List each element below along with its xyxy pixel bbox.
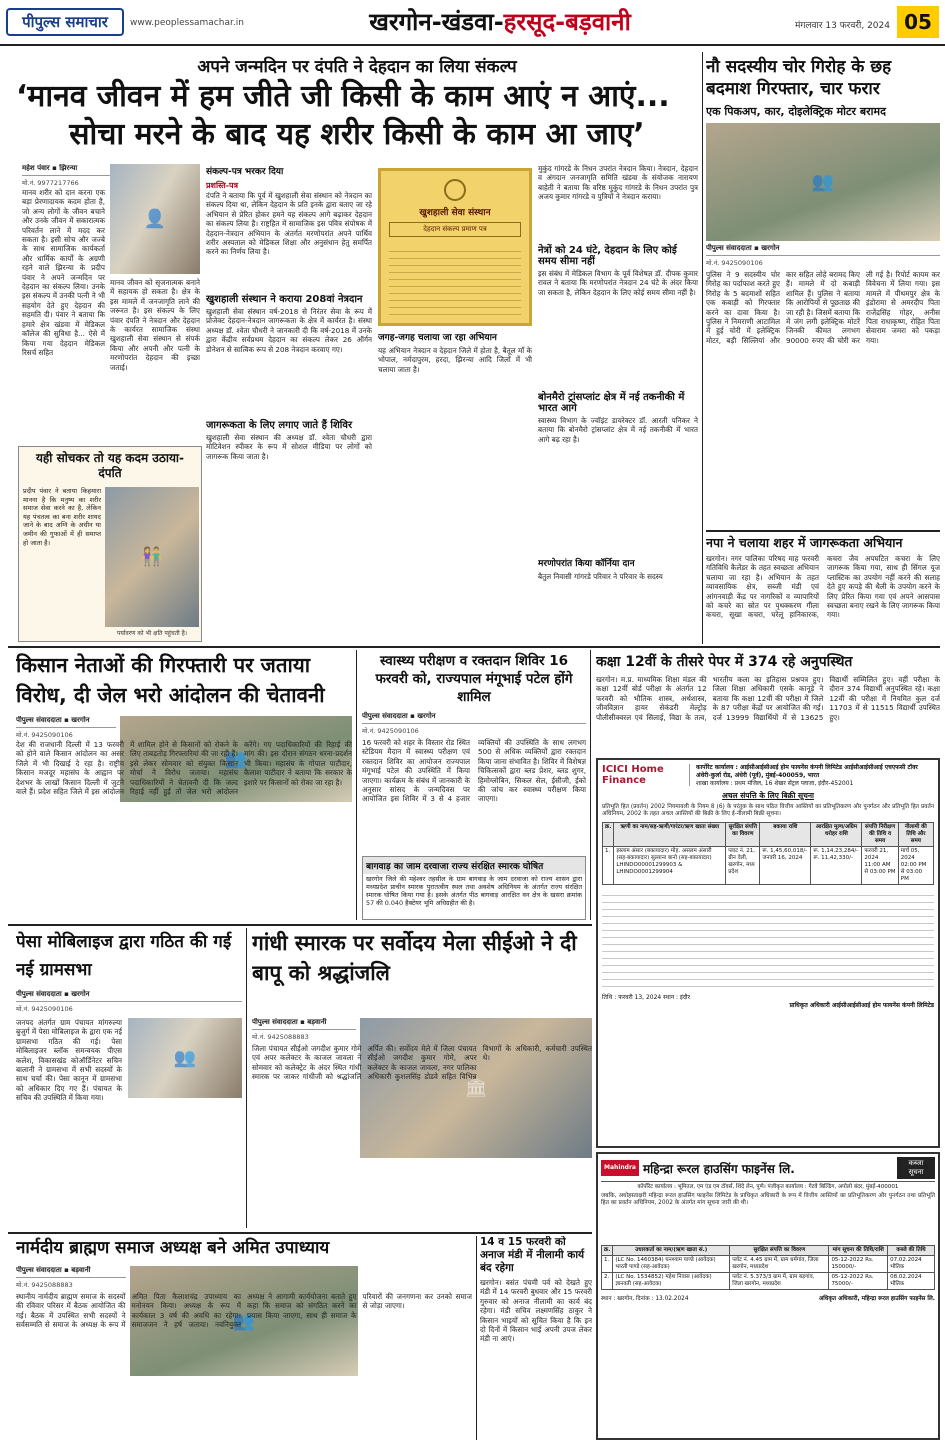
certificate-text-lines: [389, 245, 521, 315]
mahindra-intro: जबकि, अधोहस्ताक्षरी महिन्द्रा रूरल हाउसिंग फाइनेंस लिमिटेड के प्राधिकृत अधिकारी के रूप में वित्तीय आस्तियों का प्रतिभूतिकरण और पुनर्गठन तथा प्रतिभूति हित का प्रवर्तन अधिनियम, 2002 के अंतर्गत मांग सूचना जारी की थी।: [601, 1193, 935, 1207]
lead-body-col2: मानव जीवन को सृजनात्मक बनाने में सहायक हो सकता है। क्षेत्र के इस मामले में जनजागृति लाने की जरूरत है। इस संकल्प के लिए पंवार दंपति ने नेत्रदान और देहदान के कार्यरत सामाजिक संस्था खुशहाली सेवा संस्थान से संपर्क किया और अपनी और पत्नी के मरणोपरांत देहदान की इच्छा जताई।: [110, 278, 200, 372]
brahman-reporter: पीपुल्स संवाददाता: [16, 1266, 62, 1274]
felicitation-photo-icon: 👥: [232, 1310, 256, 1332]
column-rule-5: [476, 1236, 477, 1440]
lead-col3: [538, 164, 698, 644]
date: मंगलवार 13 फरवरी, 2024: [794, 21, 890, 31]
reporter-location: झिरन्या: [59, 164, 78, 172]
page-number: 05: [897, 6, 939, 38]
icici-ad: [596, 758, 940, 1148]
icici-data-cell: फरवरी 21, 2024 11:00 AM से 03:00 PM: [862, 846, 898, 884]
mahindra-data-cell: प्लॉट नं. 5.373/3 ग्राम में, ग्राम बड़गांव, जिला खरगोन, मध्यप्रदेश: [730, 1273, 829, 1290]
column-rule-3: [590, 650, 591, 920]
certificate-image: [378, 168, 532, 326]
person-icon: 👤: [143, 208, 167, 230]
chor-location: खरगोन: [761, 244, 780, 252]
column-rule-2: [356, 650, 357, 920]
icici-header-cell: सुरक्षित संपत्ति का विवरण: [726, 822, 760, 846]
horizontal-rule-3: [8, 1232, 592, 1234]
col3-body-2: इस संबंध में मेडिकल विभाग के पूर्व विशेषज्ञ डॉ. दीपक कुमार रावल ने बताया कि मरणोपरांत नेत्रदान 24 घंटे के अंदर किया जा सकता है, लेकिन देहदान के लिए कोई समय सीमा नहीं है।: [538, 269, 698, 297]
nagar-body: खरगोन। नगर पालिका परिषद माह फरवरी गतिविधि कैलेंडर के तहत स्वच्छता अभियान चलाया जा रहा है। अभियान के तहत व्यावसायिक क्षेत्र, सब्जी मंडी एवं आंगनवाड़ी केंद्र पर नागरिकों व व्यापारियों को कचरे का स्रोत पर पृथक्करण गीला कचरा, सूखा कचरा, घरेलू हानिकारक, कचरा जैव अपघटित कचरा के लिए जागरूक किया गया, साथ ही सिंगल यूज प्लास्टिक का उपयोग नहीं करने की सलाह देते हुए कपड़े की थैली के उपयोग करने के लिए प्रेरित किया गया एवं अपने आसपास स्वच्छता बनाए रखने के लिए जागरूक किया गया।: [706, 554, 940, 620]
icici-notice-title: अचल संपत्ति के लिए बिक्री सूचना: [722, 790, 814, 800]
gram-photo: [128, 1018, 242, 1098]
icici-header-cell: आरक्षित मूल्य/अग्रिम धरोहर राशि: [811, 822, 862, 846]
icici-header-row: [603, 822, 934, 846]
brahman-body: स्थानीय नार्मदीय ब्राह्मण समाज के सदस्यों की रविवार परिसर में बैठक आयोजित की गई। बैठक में उपस्थित सभी सदस्यों ने सर्वसम्मति से समाज के अध्यक्ष के रूप में अमित पिता कैलाशचंद्र उपाध्याय का मनोनयन किया। अध्यक्ष के रूप में कार्यकाल 3 वर्ष की अवधि का रहेगा। समाजजन ने हर्ष जताया। नवनियुक्त अध्यक्ष ने आगामी कार्ययोजना बताते हुए कहा कि समाज को संगठित करने का प्रयास किया जाएगा, साथ ही समाज के परिवारों की जनगणना कर उनको समाज से जोड़ा जाएगा।: [16, 1292, 472, 1330]
chor-body: पुलिस ने 9 सदस्यीय चोर गिरोह का पर्दाफाश करते हुए गिरोह के 5 बदमाशों सहित एक कबाड़ी को गिरफ्तार करने का दावा किया है। पुलिस ने निमराणी आटामिल में हुई चोरी में इलेक्ट्रिक मोटर, बड़ी सिल्लियां और कार सहित लोहे बरामद किए हैं। मामले में दो कबाड़ी शामिल हैं। पुलिस ने बताया कि आरोपियों से पूछताछ की जा रही है। जिसमें बताया कि में जंग लगी इलेक्ट्रिक मोटरें जिनकी कीमत लगभग 90000 रुपए की चोरी कर ली गई है। रिपोर्ट कायम कर विवेचना में लिया गया। इस मामले में पीथमपुर क्षेत्र के इंडोरामा से अमरदीप पिता राजेंद्रसिंह गोहर, अनीस पिता राधाकृष्ण, रोहित पिता सेवाराम जमरा को पकड़ा गया।: [706, 270, 940, 345]
lead-body-col1: मानव शरीर को दान करना एक बड़ा प्रेरणादायक कदम होता है, जो अन्य लोगों के जीवन बचाने और उनके जीवन में सकारात्मक परिवर्तन लाने में मदद कर सकता है। इसी सोच और जज्बे के साथ सामाजिक कार्यकर्ता और धार्मिक कार्यों के अग्रणी रहने वाले झिरन्या के प्रदीप पंवार ने अपने जन्मदिन पर देहदान का संकल्प लिया। उनके इस संकल्प में उनकी पत्नी ने भी सहयोग देते हुए देहदान की सहमति दी। पंवार ने बताया कि हमारे क्षेत्र खंडवा में मेडिकल कॉलेज की सुविधा है... ऐसे में किया गया देहदान मेडिकल रिसर्च सहित: [22, 188, 105, 357]
sidebar-body-1: दंपति ने बताया कि पूर्व में खुशहाली सेवा संस्थान को नेत्रदान का संकल्प दिया था, लेकिन देहदान के प्रति इनके द्वारा बताए जा रहे अभियान से प्रेरित होकर हमने यह संकल्प आगे बढ़ाकर देहदान का संकल्प लिया है। राष्ट्रहित में सामाजिक इस पवित्र संपोषक में देहदान-नेत्रदान अभियान के अंतर्गत मरणोपरांत अपने पार्थिव शरीर अस्पताल को मेडिकल शिक्षा और अनुसंधान हेतु समर्पित करने का निर्णय लिया है।: [206, 191, 372, 257]
chor-headline: नौ सदस्यीय चोर गिरोह के छह बदमाश गिरफ्तार, चार फरार: [706, 57, 892, 99]
lead-inset: [18, 446, 202, 642]
mahindra-tag: कब्जा सूचना: [897, 1157, 935, 1179]
bagwada-headline: बागवाड़ का जाम दरवाजा राज्य संरक्षित स्मारक घोषित: [363, 857, 585, 874]
horizontal-rule-2: [8, 924, 592, 926]
gandhi-body: जिला पंचायत सीईओ जगदीश कुमार गोमे एवं अपर कलेक्टर के काजल जावला ने सोमवार को कलेक्ट्रेट के अंदर स्थित गांधी स्मारक पर जाकर गांधीजी को श्रद्धांजलि अर्पित की। सर्वोदय मेले में जिला पंचायत सीईओ जगदीश कुमार गोमे, अपर कलेक्टर के काजल जावला, नगर पालिका अधिकारी कुशलसिंह डोडवे सहित विभिन्न विभागों के अधिकारी, कर्मचारी उपस्थित थे।: [252, 1044, 592, 1082]
column-rule-4: [246, 928, 247, 1228]
mahindra-table-row: [602, 1273, 935, 1290]
lead-headline-1: ‘मानव जीवन में हम जीते जी किसी के काम आएं न आएं...: [16, 79, 670, 114]
protest-photo-icon: 👥: [224, 748, 248, 770]
class12-headline: कक्षा 12वीं के तीसरे पेपर में 374 रहे अनुपस्थित: [596, 654, 853, 670]
gram-sabha-story: पेसा मोबिलाइज द्वारा गठित की गई नई ग्रामसभा पीपुल्स संवाददाता ▪ खरगोन मो.नं. 9425090106 👥 जनपद अंतर्गत ग्राम पंचायत मांगरुल्या बुजुर्ग में पेसा मोबिलाइज के द्वारा एक नई ग्रामसभा गठित की गई। पेसा मोबिलाइजर ब्लॉक समन्वयक पीएस कलेश, विकासखंड कोऑर्डिनेटर सचिन बालानी ने ग्रामसभा में सभी सदस्यों के साथ चर्चा की। पेसा कानून में ग्रामसभा को अधिकार दिए गए हैं। पंचायत के सचिव की उपस्थिति में किया गया।: [16, 928, 242, 1228]
mahindra-table: [601, 1245, 935, 1290]
sidebar-head-1: संकल्प-पत्र भरकर दिया: [206, 167, 284, 177]
lead-kicker: अपने जन्मदिन पर दंपति ने देहदान का लिया संकल्प: [197, 57, 517, 77]
memorial-photo-icon: 🏛: [464, 1077, 488, 1099]
couple-icon: 👫: [140, 546, 164, 568]
kisan-byline: पीपुल्स संवाददाता ▪ खरगोन मो.नं. 9425090106: [16, 716, 116, 742]
mahindra-data-cell: 08.02.2024 भौतिक: [888, 1273, 935, 1290]
masthead: [0, 0, 945, 46]
mahindra-header-cell: सुरक्षित संपत्ति का विवरण: [730, 1246, 829, 1256]
mid-body: यह अभियान नेत्रदान व देहदान जिले में होता है, बैतूल माँ के भोपाल, नर्मदापुरम, हरदा, झिरन्या आदि जिलों में भी चलाया जाता है।: [378, 346, 532, 374]
paper-logo: पीपुल्स समाचार: [6, 8, 124, 36]
col3-body-1: मुकुंद गांगरडे के निधन उपरांत नेत्रदान किया। नेत्रदान, देहदान व अंगदान जनजागृति समिति खंडवा के संयोजक नारायण बाहेती ने बताया कि वरिष्ठ मुकुंद गांगरडे के निधन उपरांत पुत्र अजय कुमार गांगरडे व पुत्रियों ने नेत्रदान कराया।: [538, 164, 698, 202]
icici-data-cell: मार्च 05, 2024 02:00 PM से 03:00 PM: [898, 846, 933, 884]
chor-mobile: मो.नं. 9425090106: [706, 259, 763, 267]
section-title-black: खरगोन-खंडवा-: [369, 8, 504, 36]
lead-story: [16, 56, 698, 644]
certificate-seal-icon: [444, 179, 466, 201]
lead-sidebar: [206, 164, 372, 644]
col3-body-3: स्वास्थ्य विभाग के ज्वॉइंट डायरेक्टर डॉ. आरती पनिकर ने बताया कि बोनमैरो ट्रांसप्लांट क्षेत्र में नई तकनीकी में भारत आगे बढ़ रहा है।: [538, 416, 698, 444]
mahindra-data-cell: 2.: [602, 1273, 613, 1290]
mahindra-header-row: [602, 1246, 935, 1256]
icici-header-cell: संपत्ति निरीक्षण की तिथि व समय: [862, 822, 898, 846]
inset-headline: यही सोचकर तो यह कदम उठाया- दंपति: [35, 451, 185, 480]
swasthya-location: खरगोन: [417, 712, 436, 720]
gandhi-location: बड़वानी: [307, 1018, 327, 1026]
mahindra-header-cell: क्र.: [602, 1246, 613, 1256]
kisan-mobile: मो.नं. 9425090106: [16, 731, 73, 739]
mahindra-table-row: [602, 1256, 935, 1273]
icici-data-cell: 1.: [603, 846, 614, 884]
chor-reporter: पीपुल्स संवाददाता: [706, 244, 752, 252]
mahindra-data-cell: (LC No. 1534852) महेश निवास (आवेदक) ज्ञानवती (सह-आवेदक): [613, 1273, 730, 1290]
icici-signature: प्राधिकृत अधिकारी आईसीआईसीआई होम फायनेंस कंपनी लिमिटेड: [789, 1001, 934, 1009]
nagar-story: [706, 530, 940, 642]
certificate-title: खुशहाली सेवा संस्थान: [419, 208, 491, 218]
lead-mid-body: [378, 330, 532, 640]
gandhi-reporter: पीपुल्स संवाददाता: [252, 1018, 298, 1026]
inset-body: प्रदीप पंवार ने बताया किहमारा मानना है कि मनुष्य का शरीर समाज सेवा करने का है, लेकिन यह पंचतत्व का बना शरीर शायद जाने के बाद अग्नि के अधीन या जमीन की गुफाओं में ही समाप्त हो जाता है।: [23, 487, 101, 547]
bagwada-story: [362, 856, 586, 920]
sidebar-sub-1: प्रशस्ति-पत्र: [206, 181, 239, 190]
horizontal-rule-1: [8, 646, 940, 648]
section-title-red: हरसूद-बड़वानी: [503, 8, 631, 36]
inset-caption: पर्यावरण को भी क्षति पहुंचती है।: [116, 630, 188, 637]
icici-title: कार्पोरेट कार्यालय : आईसीआईसीआई होम फायनेंस कंपनी लिमिटेड आईसीआईसीआई एचएफसी टॉवर अंधेरी-कुर्ला रोड, अंधेरी (पूर्व), मुंबई-400059, भारत: [696, 764, 918, 779]
icici-data-cell: प्लाट नं. 21, ग्रीन वेली, खरगोन, मध्य प्रदेश: [726, 846, 760, 884]
mid-head: जगह-जगह चलाया जा रहा अभियान: [378, 333, 497, 343]
chor-story: नौ सदस्यीय चोर गिरोह के छह बदमाश गिरफ्तार, चार फरार एक पिकअप, कार, दोइलेक्ट्रिक मोटर बरामद 👥 पीपुल्स संवाददाता ▪ खरगोन मो.नं. 9425090106 पुलिस ने 9 सदस्यीय चोर गिरोह का पर्दाफाश करते हुए गिरोह के 5 बदमाशों सहित एक कबाड़ी को गिरफ्तार करने का दावा किया है। पुलिस ने निमराणी आटामिल में हुई चोरी में इलेक्ट्रिक मोटर, बड़ी सिल्लियां और कार सहित लोहे बरामद किए हैं। मामले में दो कबाड़ी शामिल हैं। पुलिस ने बताया कि आरोपियों से पूछताछ की जा रही है। जिसमें बताया कि में जंग लगी इलेक्ट्रिक मोटरें जिनकी कीमत लगभग 90000 रुपए की चोरी कर ली गई है। रिपोर्ट कायम कर विवेचना में लिया गया। इस मामले में पीथमपुर क्षेत्र के इंडोरामा से अमरदीप पिता राजेंद्रसिंह गोहर, अनीस पिता राधाकृष्ण, रोहित पिता सेवाराम जमरा को पकड़ा गया।: [706, 56, 940, 526]
swasthya-mobile: मो.नं. 9425090106: [362, 727, 419, 735]
lead-headline-2: सोचा मरने के बाद यह शरीर किसी के काम आ जाए’: [69, 117, 645, 152]
icici-logo: ICICI Home Finance: [602, 764, 690, 786]
mahindra-data-cell: प्लॉट नं. 4.45 ग्राम में, ग्राम धर्मगांव, जिला खरगोन, मध्यप्रदेश: [730, 1256, 829, 1273]
mahindra-data-cell: 07.02.2024 भौतिक: [888, 1256, 935, 1273]
class12-story: [596, 652, 940, 754]
gandhi-mobile: मो.नं. 9425088883: [252, 1033, 309, 1041]
gram-reporter: पीपुल्स संवाददाता: [16, 990, 62, 998]
icici-header-cell: क्र.: [603, 822, 614, 846]
sidebar-body-2: खुशहाली सेवा संस्थान वर्ष-2018 से निरंतर सेवा के रूप में प्रोजेक्ट देहदान-नेत्रदान जागरूकता के क्षेत्र में कार्यरत है। संस्था अध्यक्ष डॉ. श्वेता चौधरी ने जानकारी दी कि वर्ष-2018 में उनके द्वारा केंद्रीय सर्वप्रथम देहदान का संकल्प लेकर 26 ऑर्गन डोनेशन से सात्विक रूप से 208 नेत्रदान करवाए गए।: [206, 307, 372, 354]
brahman-story: [16, 1236, 472, 1440]
reporter-mobile: मो.नं. 9977217766: [22, 179, 79, 187]
col3-head-2: बोनमैरो ट्रांसप्लांट क्षेत्र में नई तकनीकी में भारत आगे: [538, 392, 685, 414]
sidebar-head-2: खुशहाली संस्थान ने कराया 208वां नेत्रदान: [206, 294, 363, 305]
brahman-mobile: मो.नं. 9425088883: [16, 1281, 73, 1289]
sidebar-head-3: जागरूकता के लिए लगाए जाते हैं शिविर: [206, 420, 353, 431]
kisan-location: खरगोन: [71, 716, 90, 724]
mahindra-data-cell: (LC No. 1460384) घनश्याम पाण्डे (आवेदक) भारती पाण्डे (सह-आवेदक): [613, 1256, 730, 1273]
swasthya-reporter: पीपुल्स संवाददाता: [362, 712, 408, 720]
gandhi-byline: पीपुल्स संवाददाता ▪ बड़वानी मो.नं. 9425088883: [252, 1018, 356, 1044]
col3-head-3: मरणोपरांत किया कॉर्निया दान: [538, 559, 635, 569]
icici-intro: प्रतिभूति हित (प्रवर्तन) 2002 नियमावली के नियम 8 (6) के परंतुक के साथ पठित वित्तीय आस्तियों का प्रतिभूतिकरण और पुनर्गठन और प्रतिभूति हित प्रवर्तन अधिनियम, 2002 के तहत अचल आस्तियों की बिक्री के लिए ई-नीलामी बिक्री सूचना।: [602, 803, 934, 818]
gram-sabha-headline: पेसा मोबिलाइज द्वारा गठित की गई नई ग्रामसभा: [16, 932, 232, 980]
kisan-body: देश की राजधानी दिल्ली में 13 फरवरी को होने वाले किसान आंदोलन का असर जिले में भी दिखाई दे रहा है। राष्ट्रीय किसान मजदूर महासंघ के आह्वान पर देशभर के लाखों किसान दिल्ली में जुटने वाले हैं। प्रदेश सहित जिले में इस आंदोलन में शामिल होने से किसानों को रोकने के लिए ताबड़तोड़ गिरफ्तारियां की जा रही हैं। इसे लेकर सोमवार को संयुक्त किसान मोर्चा ने विरोध जताया। महासंघ पदाधिकारियों ने चेतावनी दी कि जल्द रिहाई नहीं हुई तो जेल भरो आंदोलन करेंगे। गए पदाधिकारियों की रिहाई की मांग की। इस दौरान संगठन धरना-प्रदर्शन भी किया। महासंघ के गोपाल पाटीदार, कैलाश पाटीदार ने बताया कि सरकार के इशारे पर किसानों को रोका जा रहा है।: [16, 740, 352, 797]
icici-terms: [602, 889, 934, 989]
nagar-headline: नपा ने चलाया शहर में जागरूकता अभियान: [706, 535, 903, 550]
section-title: [330, 4, 670, 40]
gram-body: जनपद अंतर्गत ग्राम पंचायत मांगरुल्या बुजुर्ग में पेसा मोबिलाइज के द्वारा एक नई ग्रामसभा गठित की गई। पेसा मोबिलाइजर ब्लॉक समन्वयक पीएस कलेश, विकासखंड कोऑर्डिनेटर सचिन बालानी ने ग्रामसभा में सभी सदस्यों के साथ चर्चा की। पेसा कानून में ग्रामसभा को अधिकार दिए गए हैं। पंचायत के सचिव की उपस्थिति में किया गया।: [16, 1018, 122, 1103]
lead-byline: महेश पंवार ▪ झिरन्या मो.नं. 9977217766: [22, 164, 112, 190]
icici-branch: शाखा कार्यालय : प्रथम मंजिल, 16 शेखर सेंट्रल प्लाजा, इंदौर-452001: [696, 780, 854, 788]
mahindra-ad: [596, 1152, 940, 1440]
bagwada-body: खरगोन जिले की महेश्वर तहसील के ग्राम बागवाड़ के जाम दरवाजा को राज्य शासन द्वारा मध्यप्रदेश प्राचीन स्मारक पुरातत्वीय स्थल तथा अवशेष अधिनियम के अंतर्गत राज्य संरक्षित स्मारक घोषित किया गया है। इसके अंतर्गत पीठ बागवाड़ आरक्षित वन क्षेत्र के खसरा क्रमांक 57 की 0.040 हैक्टेयर भूमि अधिग्रहीत की है।: [366, 875, 582, 907]
icici-header-cell: बकाया राशि: [760, 822, 811, 846]
icici-header-cell: नीलामी की तिथि और समय: [898, 822, 933, 846]
lead-portrait: [110, 164, 200, 274]
brahman-location: बड़वानी: [71, 1266, 91, 1274]
brahman-byline: पीपुल्स संवाददाता ▪ बड़वानी मो.नं. 9425088883: [16, 1266, 126, 1292]
mahindra-brand: महिन्द्रा रूरल हाउसिंग फाइनेंस लि.: [643, 1161, 795, 1176]
icici-header-cell: ऋणी का नाम/सह-ऋणी/गारंटर/ऋण खाता संख्या: [614, 822, 726, 846]
chor-photo: [706, 123, 940, 241]
kisan-reporter: पीपुल्स संवाददाता: [16, 716, 62, 724]
icici-data-cell: रू. 1,14,23,284/- रू. 11,42,330/-: [811, 846, 862, 884]
swasthya-body: 16 फरवरी को शहर के विस्तार रोड स्थित स्टेडियम मैदान में स्वास्थ्य परीक्षण एवं रक्तदान शिविर का आयोजन राज्यपाल मंगूभाई पटेल की उपस्थिति में किया जाएगा। कार्यक्रम के संबंध में जानकारी के अनुसार सांसद के जन्मदिवस पर आयोजित इस शिविर में 3 से 4 हजार व्यक्तियों की उपस्थिति के साथ लगभग 500 से अधिक व्यक्तियों द्वारा रक्तदान किया जाना संभावित है। शिविर में विशेषज्ञ चिकित्सकों द्वारा ब्लड प्रेशर, ब्लड शुगर, हिमोग्लोबिन, सिकल सेल, ईसीजी, ईको की जांच कर स्वास्थ्य परीक्षण किया जाएगा।: [362, 738, 586, 804]
col3-head-1: नेत्रों को 24 घंटे, देहदान के लिए कोई समय सीमा नहीं: [538, 245, 677, 267]
mahindra-logo: Mahindra: [601, 1160, 639, 1176]
certificate-subtitle: देहदान संकल्प प्रमाण पत्र: [389, 222, 521, 237]
mahindra-header-cell: उधारकर्ता का नाम/(ऋण खाता सं.): [613, 1246, 730, 1256]
chor-subhead: एक पिकअप, कार, दोइलेक्ट्रिक मोटर बरामद: [706, 105, 886, 118]
brahman-headline: नार्मदीय ब्राह्मण समाज अध्यक्ष बने अमित उपाध्याय: [16, 1238, 330, 1258]
icici-footer: तिथि : फरवरी 13, 2024 स्थान : इंदौर: [602, 993, 691, 1001]
icici-table: [602, 822, 934, 885]
reporter-name: महेश पंवार: [22, 164, 50, 172]
mahindra-signature: अधिकृत अधिकारी, महिन्द्रा रूरल हाउसिंग फाइनेंस लि.: [818, 1296, 935, 1302]
mahindra-data-cell: 05-12-2022 Rs. 150000/-: [829, 1256, 888, 1273]
gram-location: खरगोन: [71, 990, 90, 998]
kisan-story: [16, 650, 352, 920]
mahindra-address: कॉर्पोरेट कार्यालय : भूमितल, एम एंड एम टॉवर्स, शिंदे लेन, पुणे। पंजीकृत कार्यालय : गेटवे बिल्डिंग, अपोलो बंदर, मुंबई-400001: [637, 1184, 899, 1190]
icici-data-row: [603, 846, 934, 884]
icici-data-cell: रू. 1,45,60,018/- जनवरी 16, 2024: [760, 846, 811, 884]
website[interactable]: www.peoplessamachar.in: [130, 18, 244, 28]
anaj-headline: 14 व 15 फरवरी को अनाज मंडी में नीलामी कार्य बंद रहेगा: [480, 1236, 585, 1274]
mahindra-data-cell: 1.: [602, 1256, 613, 1273]
sidebar-body-3: खुशहाली सेवा संस्थान की अध्यक्ष डॉ. श्वेता चौधरी द्वारा मोटिवेशन स्पीकर के रूप में सोशल मीडिया पर लोगों को जागरूक किया जाता है।: [206, 433, 372, 461]
group-photo-icon: 👥: [811, 171, 835, 193]
anaj-story: [480, 1236, 592, 1440]
column-rule: [702, 52, 703, 644]
anaj-body: खरगोन। बसंत पंचमी पर्व को देखते हुए मंडी में 14 फरवरी बुधवार और 15 फरवरी गुरुवार को अनाज नीलामी का कार्य बंद रहेगा। मंडी सचिव लक्ष्मणसिंह ठाकुर ने किसान भाइयों को सूचित किया है कि इन दो दिनों में किसान भाई अपनी उपज लेकर मंडी ना आएं।: [480, 1278, 592, 1344]
class12-body: खरगोन। म.प्र. माध्यमिक शिक्षा मंडल की कक्षा 12वीं बोर्ड परीक्षा के अंतर्गत 12 फरवरी को भौतिक शास्त्र, अर्थशास्त्र, जीवविज्ञान हायर सेकंडरी मेल्ट्रोड़ पौलीसीक्वरल एवं सिलाई, विद्या के तत्व, भारतीय कला का इतिहास प्रश्नपत्र हुए। जिला शिक्षा अधिकारी एसके कानूड़े ने बताया कि कक्षा 12वीं की परीक्षा में जिले के 87 परीक्षा केंद्रों पर आयोजित की गई। दर्ज 13999 विद्यार्थियों में से 13625 विद्यार्थी सम्मिलित हुए। वहीं परीक्षा के दौरान 374 विद्यार्थी अनुपस्थित रहे। कक्षा 12वीं की परीक्षा में नियमित कुल दर्ज 11703 में से 11515 विद्यार्थी उपस्थित हुए।: [596, 675, 940, 722]
gandhi-story: [252, 928, 592, 1228]
gandhi-headline: गांधी स्मारक पर सर्वोदय मेला सीईओ ने दी बापू को श्रद्धांजलि: [252, 931, 577, 985]
swasthya-story: स्वास्थ्य परीक्षण व रक्तदान शिविर 16 फरवरी को, राज्यपाल मंगूभाई पटेल होंगे शामिल पीपुल्स संवाददाता ▪ खरगोन मो.नं. 9425090106 16 फरवरी को शहर के विस्तार रोड स्थित स्टेडियम मैदान में स्वास्थ्य परीक्षण एवं रक्तदान शिविर का आयोजन राज्यपाल मंगूभाई पटेल की उपस्थिति में किया जाएगा। कार्यक्रम के संबंध में जानकारी के अनुसार सांसद के जन्मदिवस पर आयोजित इस शिविर में 3 से 4 हजार व्यक्तियों की उपस्थिति के साथ लगभग 500 से अधिक व्यक्तियों द्वारा रक्तदान किया जाना संभावित है। शिविर में विशेषज्ञ चिकित्सकों द्वारा ब्लड प्रेशर, ब्लड शुगर, हिमोग्लोबिन, सिकल सेल, ईसीजी, ईको की जांच कर स्वास्थ्य परीक्षण किया जाएगा।: [362, 652, 586, 852]
icici-data-cell: इस्लाम अंसार (बकायादार) मोह. असलम अंसारी (सह-बकायादार) सुल्ताना बानो (सह-बकायादार) LHINDO00001299903 & LHINDO0001299904: [614, 846, 726, 884]
mahindra-footer: स्थान : खरगोन, दिनांक : 13.02.2024: [601, 1296, 689, 1302]
gram-mobile: मो.नं. 9425090106: [16, 1005, 73, 1013]
mahindra-header-cell: मांग सूचना की तिथि/राशि: [829, 1246, 888, 1256]
inset-couple-photo: [105, 487, 199, 627]
kisan-headline: किसान नेताओं की गिरफ्तारी पर जताया विरोध, दी जेल भरो आंदोलन की चेतावनी: [16, 653, 325, 707]
swasthya-headline: स्वास्थ्य परीक्षण व रक्तदान शिविर 16 फरवरी को, राज्यपाल मंगूभाई पटेल होंगे शामिल: [375, 653, 573, 705]
mahindra-header-cell: कब्जे की तिथि: [888, 1246, 935, 1256]
meeting-photo-icon: 👥: [173, 1047, 197, 1069]
mahindra-data-cell: 05-12-2022 Rs. 75000/-: [829, 1273, 888, 1290]
col3-body-4: बैतुल निवासी गांगरडे परिवार ने परिवार के सदस्य: [538, 572, 663, 581]
